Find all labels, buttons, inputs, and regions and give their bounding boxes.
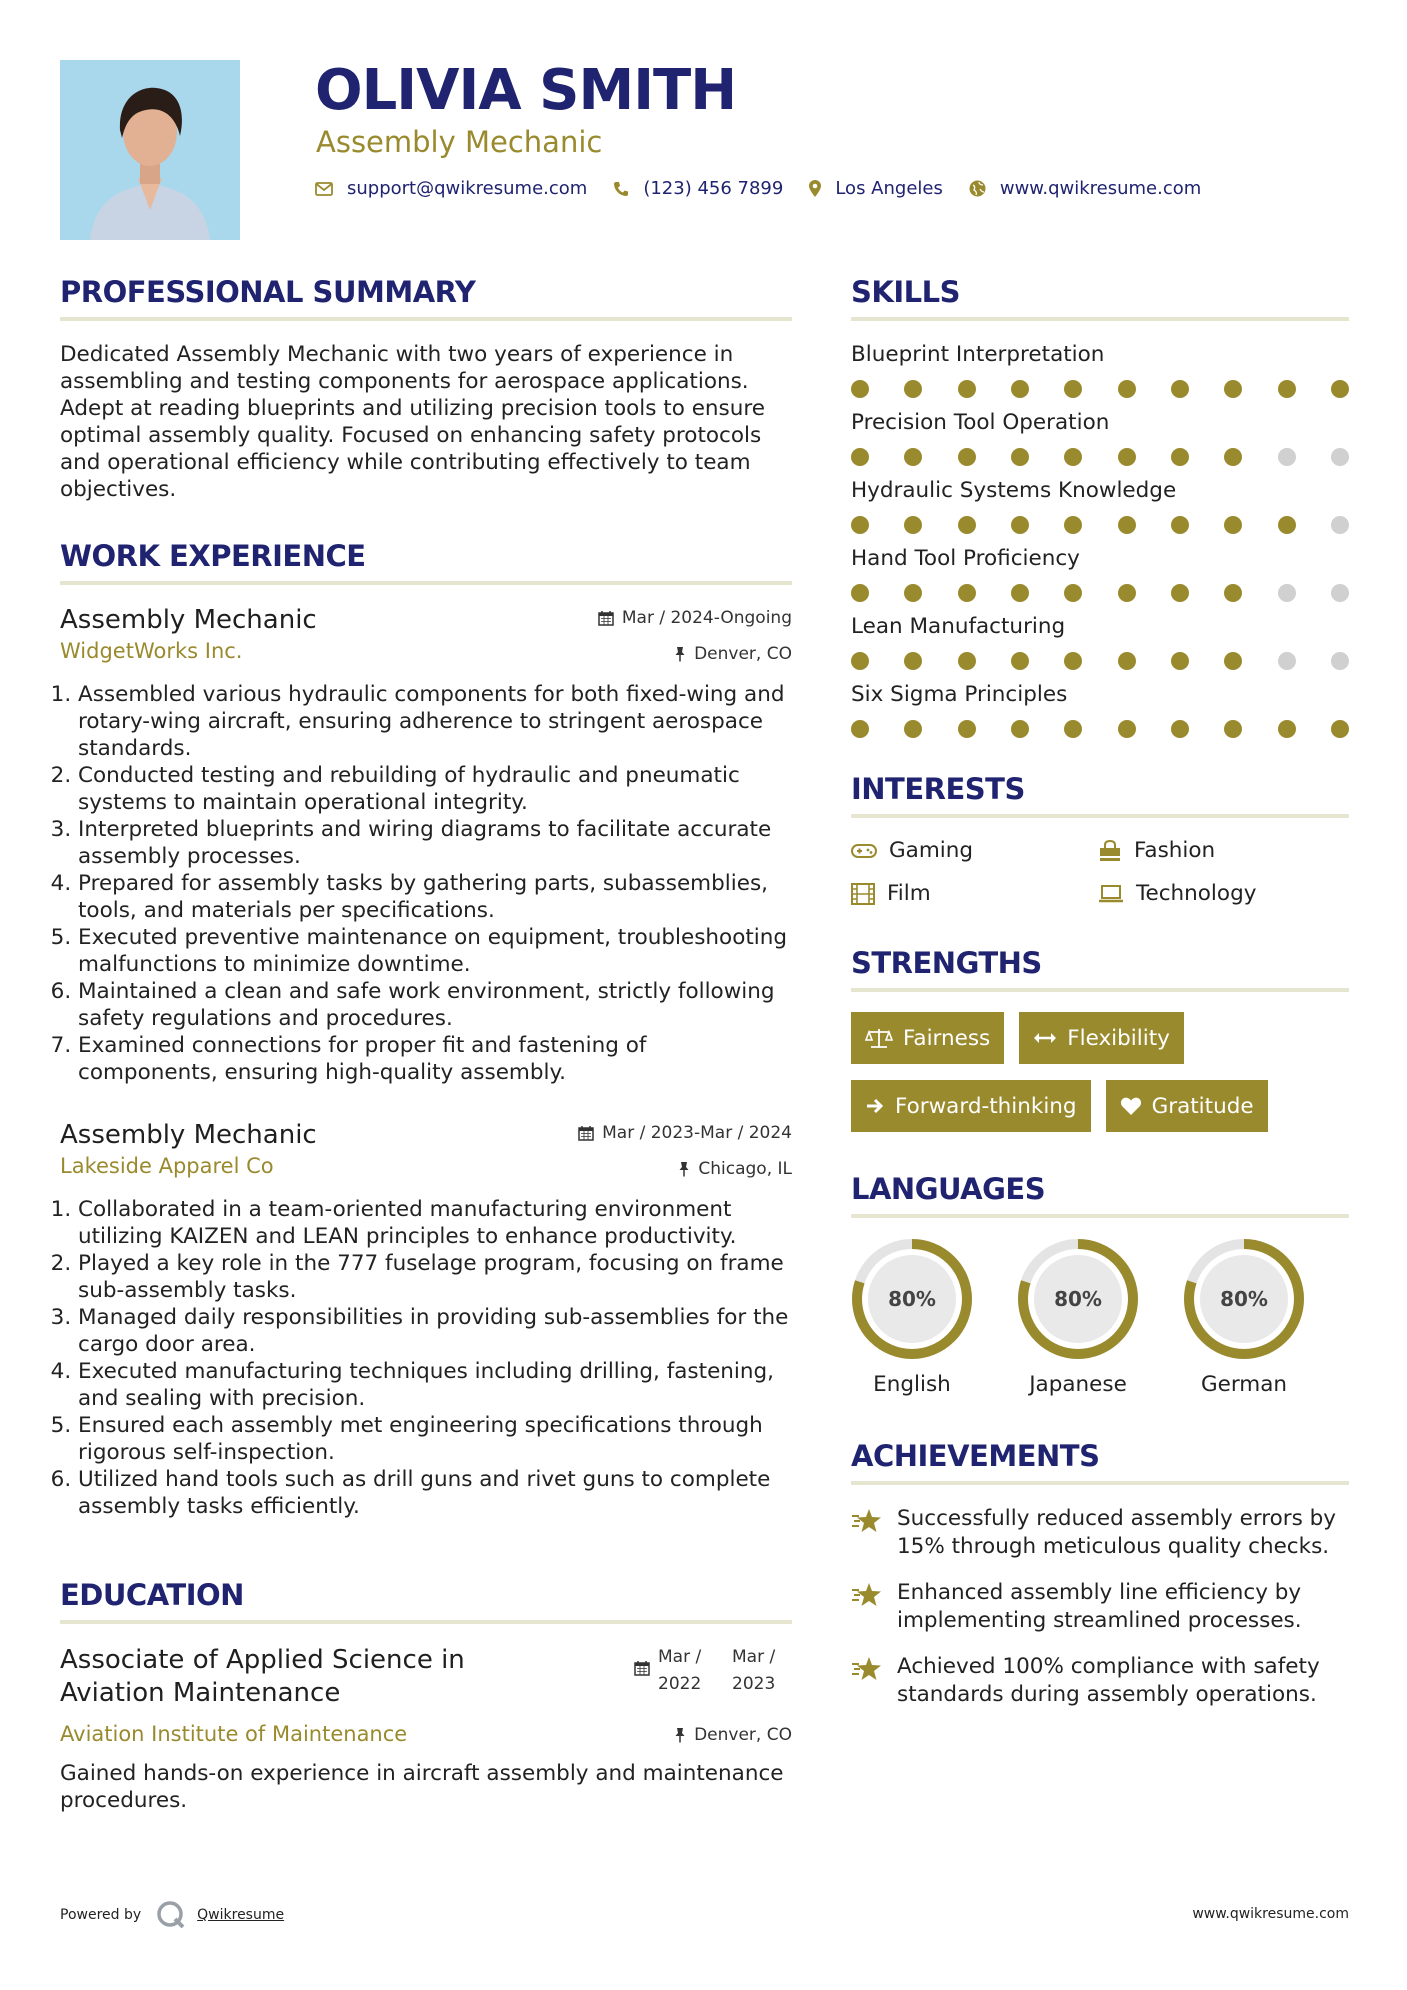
phone-text: (123) 456 7899 xyxy=(643,178,784,199)
skill-dot-filled xyxy=(1278,720,1296,738)
skill-dot-filled xyxy=(1064,448,1082,466)
skill-dot-filled xyxy=(1171,584,1189,602)
skill-dot-filled xyxy=(958,652,976,670)
heart-icon xyxy=(1120,1096,1142,1116)
skill-item xyxy=(851,613,1349,670)
degree-title: Associate of Applied Science in Aviation Maintenance xyxy=(60,1645,465,1708)
skill-dot-filled xyxy=(1064,516,1082,534)
languages-heading: LANGUAGES xyxy=(851,1172,1349,1218)
left-column xyxy=(60,275,792,1814)
skill-dot-filled xyxy=(904,720,922,738)
skill-item xyxy=(851,477,1349,534)
language-gauge xyxy=(1183,1238,1305,1360)
interest-item: Film xyxy=(851,881,1098,906)
gauge-label: 80% xyxy=(1220,1287,1268,1311)
gauge-label: 80% xyxy=(1054,1287,1102,1311)
skill-dot-filled xyxy=(1171,720,1189,738)
gauge-label: 80% xyxy=(888,1287,936,1311)
achievement-item: Enhanced assembly line efficiency by implementing streamlined processes. xyxy=(851,1579,1349,1635)
skill-dot-filled xyxy=(851,516,869,534)
list-item: 3. Managed daily responsibilities in providing sub-assemblies for the cargo door area. xyxy=(78,1304,792,1358)
skill-dot-empty xyxy=(1331,652,1349,670)
strength-badge: Flexibility xyxy=(1019,1012,1184,1064)
skill-rating xyxy=(851,380,1349,398)
language-item xyxy=(1017,1238,1139,1397)
languages-section xyxy=(851,1172,1349,1397)
skill-item xyxy=(851,409,1349,466)
skill-dot-filled xyxy=(904,380,922,398)
skill-dot-filled xyxy=(851,720,869,738)
skill-name: Hydraulic Systems Knowledge xyxy=(851,478,1177,503)
skill-dot-empty xyxy=(1331,516,1349,534)
skill-item xyxy=(851,341,1349,398)
contact-phone[interactable] xyxy=(613,178,783,199)
language-gauge xyxy=(851,1238,973,1360)
strength-badge: Forward-thinking xyxy=(851,1080,1091,1132)
candidate-name: OLIVIA SMITH xyxy=(315,58,737,123)
skill-dot-filled xyxy=(1064,584,1082,602)
pin-icon xyxy=(678,1161,690,1177)
skill-dot-filled xyxy=(1171,516,1189,534)
skill-dot-filled xyxy=(904,652,922,670)
skill-dot-empty xyxy=(1331,448,1349,466)
job-duties xyxy=(60,1196,792,1520)
experience-section xyxy=(60,539,792,1520)
envelope-icon xyxy=(315,182,333,196)
skill-name: Hand Tool Proficiency xyxy=(851,546,1080,571)
school-name: Aviation Institute of Maintenance xyxy=(60,1722,408,1746)
list-item: 6. Maintained a clean and safe work environment, strictly following safety regulations and procedures. xyxy=(78,978,792,1032)
skill-dot-filled xyxy=(1011,516,1029,534)
star-icon xyxy=(851,1656,883,1682)
balance-scale-icon xyxy=(865,1027,893,1049)
skill-rating xyxy=(851,720,1349,738)
arrows-horizontal-icon xyxy=(1033,1031,1057,1045)
arrow-right-icon xyxy=(865,1097,885,1115)
skill-rating xyxy=(851,652,1349,670)
language-item xyxy=(1183,1238,1305,1397)
skills-heading: SKILLS xyxy=(851,275,1349,321)
skill-dot-filled xyxy=(1118,652,1136,670)
skill-name: Blueprint Interpretation xyxy=(851,342,1105,367)
job-role: Assembly Mechanic xyxy=(60,605,317,635)
skill-dot-filled xyxy=(1278,516,1296,534)
skill-rating xyxy=(851,584,1349,602)
skill-dot-filled xyxy=(1331,380,1349,398)
job-duties xyxy=(60,681,792,1086)
skills-list xyxy=(851,341,1349,738)
skill-item xyxy=(851,545,1349,602)
skill-dot-filled xyxy=(1224,448,1242,466)
skill-dot-filled xyxy=(1224,584,1242,602)
job-location: Chicago, IL xyxy=(678,1156,792,1182)
skill-name: Lean Manufacturing xyxy=(851,614,1066,639)
interests-heading: INTERESTS xyxy=(851,772,1349,818)
list-item: 7. Examined connections for proper fit and fastening of components, ensuring high-quality assembly. xyxy=(78,1032,792,1086)
skill-dot-filled xyxy=(958,584,976,602)
strength-badge: Gratitude xyxy=(1106,1080,1268,1132)
skill-dot-filled xyxy=(1011,720,1029,738)
qwikresume-logo-icon xyxy=(155,1900,187,1930)
interest-item: Technology xyxy=(1098,881,1345,906)
skill-dot-filled xyxy=(1118,448,1136,466)
strengths-section xyxy=(851,946,1349,1132)
skill-dot-filled xyxy=(851,448,869,466)
skill-dot-filled xyxy=(1171,380,1189,398)
laptop-icon xyxy=(1098,884,1124,904)
education-dates xyxy=(634,1644,792,1698)
skill-dot-filled xyxy=(851,584,869,602)
job-dates: Mar / 2023-Mar / 2024 xyxy=(578,1120,792,1146)
skill-dot-filled xyxy=(1224,652,1242,670)
language-gauge xyxy=(1017,1238,1139,1360)
list-item: 4. Executed manufacturing techniques including drilling, fastening, and sealing with precision. xyxy=(78,1358,792,1412)
company-name: WidgetWorks Inc. xyxy=(60,639,243,663)
job-role: Assembly Mechanic xyxy=(60,1120,317,1150)
shopping-bag-icon xyxy=(1098,840,1122,862)
experience-heading: WORK EXPERIENCE xyxy=(60,539,792,585)
list-item: 5. Ensured each assembly met engineering specifications through rigorous self-inspection. xyxy=(78,1412,792,1466)
summary-section xyxy=(60,275,792,503)
globe-icon xyxy=(969,180,986,197)
achievement-item: Achieved 100% compliance with safety standards during assembly operations. xyxy=(851,1653,1349,1709)
list-item: 2. Played a key role in the 777 fuselage program, focusing on frame sub-assembly tasks. xyxy=(78,1250,792,1304)
skill-name: Precision Tool Operation xyxy=(851,410,1110,435)
list-item: 5. Executed preventive maintenance on equipment, troubleshooting malfunctions to minimize downtime. xyxy=(78,924,792,978)
pin-icon xyxy=(674,1727,686,1743)
footer-powered-by: Powered by Qwikresume xyxy=(60,1900,284,1930)
skill-dot-filled xyxy=(904,584,922,602)
skill-dot-empty xyxy=(1278,652,1296,670)
interest-item: Gaming xyxy=(851,838,1098,863)
education-section xyxy=(60,1578,792,1814)
pin-icon xyxy=(674,646,686,662)
skill-dot-filled xyxy=(958,448,976,466)
education-end: Mar / 2023 xyxy=(732,1647,776,1694)
achievements-section xyxy=(851,1439,1349,1709)
achievements-heading: ACHIEVEMENTS xyxy=(851,1439,1349,1485)
skill-dot-filled xyxy=(851,380,869,398)
map-marker-icon xyxy=(809,180,821,197)
language-item xyxy=(851,1238,973,1397)
education-start: Mar / 2022 xyxy=(658,1647,702,1694)
job-entry xyxy=(60,1120,792,1520)
list-item: 1. Collaborated in a team-oriented manufacturing environment utilizing KAIZEN and LEAN principles to enhance productivity. xyxy=(78,1196,792,1250)
skill-dot-filled xyxy=(1011,380,1029,398)
skill-dot-filled xyxy=(1011,652,1029,670)
profile-photo xyxy=(60,60,240,240)
calendar-icon xyxy=(578,1125,594,1141)
skill-dot-filled xyxy=(1118,516,1136,534)
skill-dot-filled xyxy=(958,380,976,398)
skill-dot-filled xyxy=(1011,448,1029,466)
skill-dot-filled xyxy=(1224,380,1242,398)
list-item: 6. Utilized hand tools such as drill guns and rivet guns to complete assembly tasks efficiently. xyxy=(78,1466,792,1520)
language-name: English xyxy=(873,1372,951,1397)
skill-dot-filled xyxy=(1064,652,1082,670)
calendar-icon xyxy=(634,1660,650,1676)
skill-dot-filled xyxy=(1331,720,1349,738)
company-name: Lakeside Apparel Co xyxy=(60,1154,274,1178)
skill-dot-filled xyxy=(851,652,869,670)
job-location: Denver, CO xyxy=(674,641,792,667)
education-description: Gained hands-on experience in aircraft assembly and maintenance procedures. xyxy=(60,1761,784,1813)
skill-dot-filled xyxy=(958,720,976,738)
skills-section xyxy=(851,275,1349,738)
skill-dot-filled xyxy=(1118,380,1136,398)
location-text: Los Angeles xyxy=(835,178,943,199)
skill-dot-filled xyxy=(904,516,922,534)
language-name: Japanese xyxy=(1029,1372,1127,1397)
skill-dot-filled xyxy=(904,448,922,466)
interests-section xyxy=(851,772,1349,906)
strengths-heading: STRENGTHS xyxy=(851,946,1349,992)
skill-dot-empty xyxy=(1278,584,1296,602)
qwikresume-link[interactable]: Qwikresume xyxy=(197,1907,285,1923)
website-text: www.qwikresume.com xyxy=(999,178,1202,199)
skill-dot-empty xyxy=(1278,448,1296,466)
skill-dot-filled xyxy=(1171,448,1189,466)
contact-email[interactable] xyxy=(315,178,587,199)
job-entry xyxy=(60,605,792,1086)
summary-heading: PROFESSIONAL SUMMARY xyxy=(60,275,792,321)
phone-icon xyxy=(613,181,629,197)
film-icon xyxy=(851,883,875,905)
education-location: Denver, CO xyxy=(674,1722,792,1748)
skill-dot-empty xyxy=(1331,584,1349,602)
education-heading: EDUCATION xyxy=(60,1578,792,1624)
skill-rating xyxy=(851,448,1349,466)
strength-badge: Fairness xyxy=(851,1012,1004,1064)
footer-website[interactable]: www.qwikresume.com xyxy=(1192,1906,1349,1922)
interest-item: Fashion xyxy=(1098,838,1345,863)
language-name: German xyxy=(1200,1372,1288,1397)
star-icon xyxy=(851,1582,883,1608)
calendar-icon xyxy=(598,610,614,626)
skill-dot-filled xyxy=(1064,720,1082,738)
skill-name: Six Sigma Principles xyxy=(851,682,1068,707)
contact-bar xyxy=(315,178,1227,199)
contact-website[interactable] xyxy=(969,178,1201,199)
skill-dot-filled xyxy=(1224,720,1242,738)
contact-location xyxy=(809,178,943,199)
skill-dot-filled xyxy=(1118,720,1136,738)
skill-item xyxy=(851,681,1349,738)
skill-dot-filled xyxy=(1118,584,1136,602)
summary-text: Dedicated Assembly Mechanic with two years of experience in assembling and testing components for aerospace applications. Adept at reading blueprints and utilizing precision tools to ensure optimal assembly quality. Focused on enhancing safety protocols and operational efficiency while contributing effectively to team objectives. xyxy=(60,342,765,502)
star-icon xyxy=(851,1508,883,1534)
list-item: 1. Assembled various hydraulic components for both fixed-wing and rotary-wing aircraft, ensuring adherence to stringent aerospace standards. xyxy=(78,681,792,762)
skill-dot-filled xyxy=(1064,380,1082,398)
skill-rating xyxy=(851,516,1349,534)
skill-dot-filled xyxy=(1011,584,1029,602)
list-item: 4. Prepared for assembly tasks by gathering parts, subassemblies, tools, and materials per specifications. xyxy=(78,870,792,924)
email-text: support@qwikresume.com xyxy=(347,178,588,199)
job-dates: Mar / 2024-Ongoing xyxy=(598,605,792,631)
gamepad-icon xyxy=(851,843,877,859)
right-column xyxy=(851,275,1349,1727)
skill-dot-filled xyxy=(1171,652,1189,670)
candidate-title: Assembly Mechanic xyxy=(316,125,603,159)
achievement-item: Successfully reduced assembly errors by 15% through meticulous quality checks. xyxy=(851,1505,1349,1561)
skill-dot-filled xyxy=(958,516,976,534)
list-item: 2. Conducted testing and rebuilding of hydraulic and pneumatic systems to maintain operational integrity. xyxy=(78,762,792,816)
skill-dot-filled xyxy=(1224,516,1242,534)
skill-dot-filled xyxy=(1278,380,1296,398)
list-item: 3. Interpreted blueprints and wiring diagrams to facilitate accurate assembly processes. xyxy=(78,816,792,870)
